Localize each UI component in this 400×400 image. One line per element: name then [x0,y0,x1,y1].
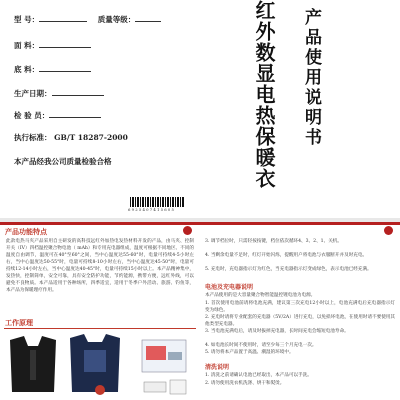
field-lining-line [39,64,91,72]
washing-text-0: 1. 清洗之前请确认电池已经取出，本产品可以手洗。 [205,373,312,378]
field-production-date-line [52,88,104,96]
battery-title: 电池及充电器说明 [205,284,254,291]
field-fabric [14,40,91,51]
battery-text-0: 本产品使用的是大容量聚合物智能温控锂电池为电源。 [205,293,316,298]
barcode-image [130,197,185,207]
features-title: 产品功能特点 [5,227,47,236]
vest-illustration [10,336,56,392]
field-fabric-line [39,40,91,48]
washing-title: 清洗说明 [205,364,230,371]
field-model [14,14,161,25]
instructions-panel [200,222,400,400]
washing-text-1: 2. 请勿使用洗衣机洗涤、烘干和熨烫。 [205,381,285,386]
field-quality-label: 质量等级： [97,15,136,24]
title-panel [200,0,400,218]
step-5: 5. 充电时，充电器指示灯为红色，当充电器指示灯变成绿色，表示电池已经充满。 [205,267,372,272]
diagram-rule [4,328,196,329]
field-lining-label: 底 料： [14,65,40,74]
battery-text-4: 4. 如电池长时间不使用时，请至少每三个月充电一次。 [205,343,317,348]
field-production-date-label: 生产日期： [14,89,52,98]
brand-logo-right [384,226,393,235]
features-text: 此款电热马夹产品采用自主研发的高科技远红外加热电发热材料开发的产品，由马夹、控制开关（IV）四档温控聚合物电池（ mAh）和专用充电器组成，温度可根据不同地区、不同的温度自由调节，温度可在40°至60°之间，当中心温度达55-60°时，电量可持续4-5小时左右，当中心温度达50-55°时，电量可持续8-10小时左右，当中心温度达45-50°时，电量可持续12-14小时左右，当中心温度达40-45°时，电量可持续15小时以上。本产品精神集中，发热快，控制简单，安全可靠，具有安全防护功能，节约能源，携带方便，远红外线，可以避免不良物质。本产品适用于各种场所，四季适宜，适用于冬季户外活动、旅游、钓鱼等，本产品为保暖理疗作用。 [6,239,194,293]
product-name: 红外数显电热保暖衣 [252,0,276,189]
step-4: 4. 当剩余电量不足时，红灯开始闪烁，提醒用户将电池与衣服断开并及时充电。 [205,253,368,258]
field-quality-line [135,14,161,22]
battery-text-5: 5. 请勿将本产品置于高温、潮湿的环境中。 [205,350,294,355]
field-model-line [39,14,87,22]
execution-standard: 执行标准： GB/T 18287-2000 [14,133,128,142]
field-inspector-line [49,110,101,118]
field-production-date [14,88,104,99]
instructions-top-bar [200,222,400,225]
field-fabric-label: 面 料： [14,41,40,50]
quality-certificate: 本产品经我公司质量检验合格 [14,157,112,166]
vest-back-illustration [70,334,120,395]
field-inspector [14,110,101,121]
charger-box-illustration [142,340,186,394]
field-model-label: 型 号： [14,15,40,24]
features-top-bar [0,222,200,225]
step-3: 3. 调节档位时，只需轻按按键，档位依次循环4、3、2、1、关机。 [205,239,342,244]
manual-title: 产品使用说明书 [301,8,321,148]
battery-text-1: 1. 首次使用电池前请将电池充满，建议第三次充电12小时以上，电池充满电后充电器指示灯变为绿色。 [205,301,395,313]
brand-logo [183,226,192,235]
battery-text-2: 2. 充电时请将专业配套的充电器（5V/2A）进行充电，以免损坏电池，在使用时请不要使用其他类型充电器。 [205,315,395,327]
diagram-title: 工作原理 [5,318,33,327]
battery-text-3: 3. 当电池充满电后，请及时拔掉充电器，长时间充电会缩短电池寿命。 [205,329,349,334]
barcode-number: 6 9 2 5 4 0 7 4 1 5 6 0 5 [128,207,174,212]
field-inspector-label: 检 验 员： [14,111,50,120]
field-lining [14,64,91,75]
features-panel [0,222,200,400]
working-principle-diagram [4,332,196,398]
cover-info-panel [0,0,201,218]
